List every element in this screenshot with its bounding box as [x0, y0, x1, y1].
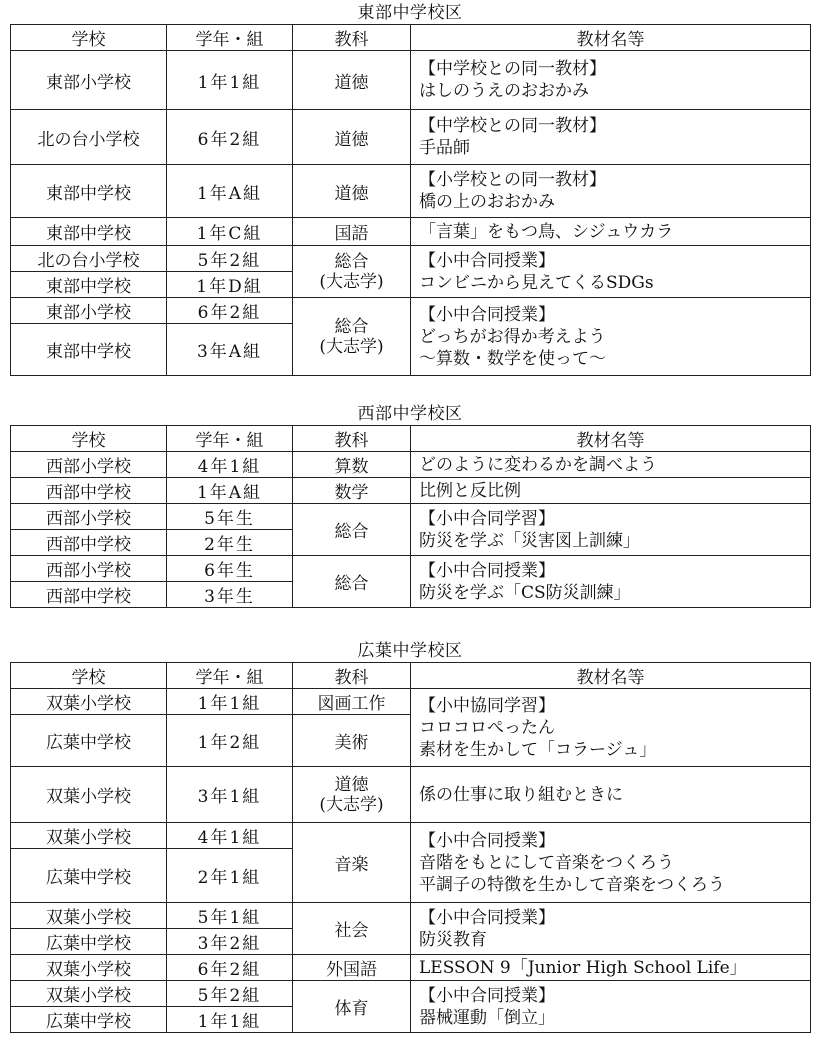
school-cell: 双葉小学校	[11, 823, 167, 849]
subject-line: 総合	[334, 316, 369, 337]
grade-cell: 2年1組	[167, 849, 293, 903]
subject-line: (大志学)	[319, 794, 384, 815]
subject-line: (大志学)	[319, 271, 384, 292]
lesson-table	[10, 662, 811, 1033]
material-line: コンビニから見えてくるSDGs	[419, 272, 654, 293]
school-cell: 西部中学校	[11, 530, 167, 556]
material-line: 【小中協同学習】	[419, 695, 555, 716]
school-cell: 広葉中学校	[11, 1007, 167, 1033]
header-subject: 教科	[293, 25, 411, 51]
grade-cell: 6年生	[167, 556, 293, 582]
header-school: 学校	[11, 663, 167, 689]
grade-cell: 5年生	[167, 504, 293, 530]
material-line: 器械運動「倒立」	[419, 1007, 555, 1028]
material-line: どのように変わるかを調べよう	[419, 454, 657, 475]
header-material: 教材名等	[411, 663, 811, 689]
school-cell: 西部小学校	[11, 556, 167, 582]
material-line: コロコロぺったん	[419, 717, 555, 738]
material-line: 係の仕事に取り組むときに	[419, 784, 623, 805]
school-cell: 北の台小学校	[11, 110, 167, 165]
grade-cell: 1年1組	[167, 1007, 293, 1033]
school-cell: 双葉小学校	[11, 955, 167, 981]
grade-cell: 1年1組	[167, 689, 293, 715]
subject-cell: 外国語	[293, 955, 411, 981]
school-cell: 西部小学校	[11, 452, 167, 478]
school-cell: 西部中学校	[11, 582, 167, 608]
header-material: 教材名等	[411, 25, 811, 51]
school-cell: 双葉小学校	[11, 767, 167, 823]
subject-cell	[293, 767, 411, 823]
material-line: 【小中合同授業】	[419, 985, 555, 1006]
subject-cell: 総合	[293, 556, 411, 608]
grade-cell: 1年D組	[167, 272, 293, 298]
subject-cell: 国語	[293, 218, 411, 246]
header-row	[11, 426, 811, 452]
section-tobu	[10, 2, 810, 376]
grade-cell: 4年1組	[167, 823, 293, 849]
school-cell: 双葉小学校	[11, 981, 167, 1007]
grade-cell: 1年A組	[167, 478, 293, 504]
section-title: 東部中学校区	[357, 3, 463, 23]
material-line: 【小中合同授業】	[419, 830, 555, 851]
subject-cell: 道徳	[293, 51, 411, 110]
material-line: 比例と反比例	[419, 480, 521, 501]
section-title: 西部中学校区	[357, 404, 463, 424]
header-row	[11, 663, 811, 689]
table-row	[11, 218, 811, 246]
material-line: 平調子の特徴を生かして音楽をつくろう	[419, 874, 725, 895]
subject-cell: 社会	[293, 903, 411, 955]
table-row	[11, 823, 811, 849]
school-cell: 東部中学校	[11, 218, 167, 246]
material-line: 防災を学ぶ「CS防災訓練」	[419, 582, 631, 603]
material-line: 【小中合同授業】	[419, 250, 555, 271]
lesson-table	[10, 425, 811, 608]
material-line: 【小学校との同一教材】	[419, 170, 606, 190]
school-cell: 西部小学校	[11, 504, 167, 530]
grade-cell: 3年生	[167, 582, 293, 608]
grade-cell: 6年2組	[167, 955, 293, 981]
section-title: 広葉中学校区	[357, 641, 463, 661]
school-cell: 東部小学校	[11, 51, 167, 110]
lesson-table	[10, 24, 811, 376]
material-cell	[411, 556, 811, 608]
material-cell	[411, 110, 811, 165]
table-row	[11, 110, 811, 165]
table-row	[11, 689, 811, 715]
table-row	[11, 452, 811, 478]
subject-cell: 体育	[293, 981, 411, 1033]
material-cell	[411, 981, 811, 1033]
table-row	[11, 955, 811, 981]
school-cell: 広葉中学校	[11, 849, 167, 903]
material-cell	[411, 767, 811, 823]
material-line: 防災を学ぶ「災害図上訓練」	[419, 530, 640, 551]
material-cell	[411, 298, 811, 376]
header-school: 学校	[11, 426, 167, 452]
subject-cell: 音楽	[293, 823, 411, 903]
grade-cell: 5年1組	[167, 903, 293, 929]
material-cell	[411, 165, 811, 218]
material-cell	[411, 452, 811, 478]
header-subject: 教科	[293, 426, 411, 452]
table-row	[11, 981, 811, 1007]
material-cell	[411, 246, 811, 298]
grade-cell: 5年2組	[167, 246, 293, 272]
material-line: どっちがお得か考えよう	[419, 326, 606, 347]
material-cell	[411, 689, 811, 767]
table-row	[11, 556, 811, 582]
material-cell	[411, 51, 811, 110]
material-line: 【小中合同授業】	[419, 907, 555, 928]
subject-line: (大志学)	[319, 336, 384, 357]
table-row	[11, 165, 811, 218]
header-grade: 学年・組	[167, 426, 293, 452]
material-line: 素材を生かして「コラージュ」	[419, 739, 657, 760]
table-row	[11, 767, 811, 823]
material-line: 【中学校との同一教材】	[419, 116, 606, 136]
header-row	[11, 25, 811, 51]
school-cell: 東部中学校	[11, 272, 167, 298]
grade-cell: 2年生	[167, 530, 293, 556]
header-subject: 教科	[293, 663, 411, 689]
school-cell: 東部中学校	[11, 165, 167, 218]
subject-cell: 道徳	[293, 110, 411, 165]
subject-cell: 道徳	[293, 165, 411, 218]
grade-cell: 1年2組	[167, 715, 293, 767]
subject-cell: 数学	[293, 478, 411, 504]
grade-cell: 3年1組	[167, 767, 293, 823]
header-school: 学校	[11, 25, 167, 51]
subject-cell: 算数	[293, 452, 411, 478]
section-koyo	[10, 640, 810, 1033]
material-line: ～算数・数学を使って～	[419, 348, 606, 369]
header-material: 教材名等	[411, 426, 811, 452]
school-cell: 西部中学校	[11, 478, 167, 504]
grade-cell: 3年2組	[167, 929, 293, 955]
school-cell: 北の台小学校	[11, 246, 167, 272]
material-cell	[411, 218, 811, 246]
school-cell: 広葉中学校	[11, 715, 167, 767]
grade-cell: 6年2組	[167, 298, 293, 324]
material-line: 【小中合同学習】	[419, 508, 555, 529]
grade-cell: 5年2組	[167, 981, 293, 1007]
material-line: LESSON 9「Junior High School Life」	[419, 957, 747, 978]
subject-cell	[293, 246, 411, 298]
material-line: 【小中合同授業】	[419, 304, 555, 325]
table-row	[11, 504, 811, 530]
table-row	[11, 51, 811, 110]
header-grade: 学年・組	[167, 663, 293, 689]
material-line: 「言葉」をもつ鳥、シジュウカラ	[419, 221, 674, 242]
school-cell: 東部中学校	[11, 324, 167, 376]
grade-cell: 6年2組	[167, 110, 293, 165]
table-row	[11, 903, 811, 929]
grade-cell: 1年1組	[167, 51, 293, 110]
table-row	[11, 478, 811, 504]
material-line: はしのうえのおおかみ	[419, 81, 589, 101]
subject-cell: 図画工作	[293, 689, 411, 715]
table-row	[11, 298, 811, 324]
material-line: 橋の上のおおかみ	[419, 192, 555, 212]
subject-cell: 総合	[293, 504, 411, 556]
subject-cell: 美術	[293, 715, 411, 767]
material-line: 【小中合同授業】	[419, 560, 555, 581]
grade-cell: 3年A組	[167, 324, 293, 376]
material-line: 【中学校との同一教材】	[419, 59, 606, 79]
subject-cell	[293, 298, 411, 376]
material-line: 音階をもとにして音楽をつくろう	[419, 852, 674, 873]
grade-cell: 4年1組	[167, 452, 293, 478]
table-row	[11, 246, 811, 272]
header-grade: 学年・組	[167, 25, 293, 51]
school-cell: 双葉小学校	[11, 903, 167, 929]
subject-line: 総合	[334, 251, 369, 272]
subject-line: 道徳	[334, 774, 369, 795]
material-cell	[411, 504, 811, 556]
grade-cell: 1年C組	[167, 218, 293, 246]
section-seibu	[10, 403, 810, 608]
grade-cell: 1年A組	[167, 165, 293, 218]
material-cell	[411, 478, 811, 504]
material-cell	[411, 955, 811, 981]
school-cell: 広葉中学校	[11, 929, 167, 955]
school-cell: 双葉小学校	[11, 689, 167, 715]
material-cell	[411, 903, 811, 955]
material-line: 防災教育	[419, 929, 487, 950]
school-cell: 東部小学校	[11, 298, 167, 324]
material-line: 手品師	[419, 138, 470, 158]
material-cell	[411, 823, 811, 903]
